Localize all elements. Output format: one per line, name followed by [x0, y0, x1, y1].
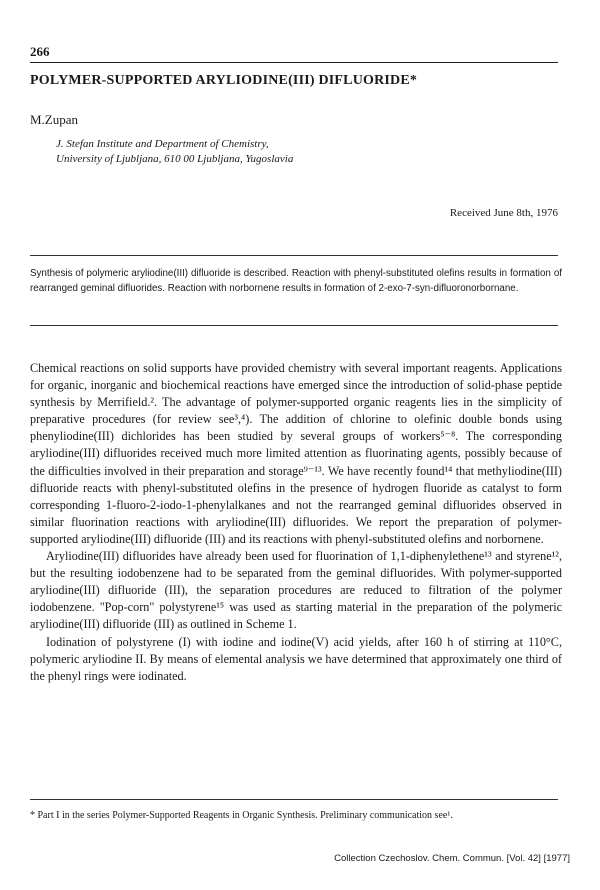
footnote-rule [30, 799, 558, 800]
affiliation-line: University of Ljubljana, 610 00 Ljubljana, Yugoslavia [56, 153, 294, 165]
body-paragraph: Chemical reactions on solid supports have provided chemistry with several important reagents. Applications for organic, inorganic and biochemical reactions have emerged since the introduction of solid-phase peptide synthesis by Merrifield.². The advantage of polymer-supported organic reagents lies in the simplicity of preparative procedures (for review see³,⁴). The addition of chlorine to olefinic double bonds using phenyliodine(III) dichlorides has been studied by several groups of workers⁵⁻⁸. The corresponding aryliodine(III) difluorides received much more limited attention as fluorinating agents, possibly because of the difficulties involved in their preparation and storage⁹⁻¹³. We have recently found¹⁴ that methyliodine(III) difluoride reacts with phenyl-substituted olefins in the presence of hydrogen fluoride as catalyst to form corresponding 1-fluoro-2-iodo-1-phenylalkanes and not the rearranged geminal difluorides observed in similar fluorination reactions with aryliodine(III) difluorides. We report the preparation of polymer-supported aryliodine(III) difluoride (III) and its reactions with phenyl-substituted olefins and norbornene. [30, 361, 562, 546]
body-paragraph: Aryliodine(III) difluorides have already been used for fluorination of 1,1-diphenylethene¹³ and styrene¹², but the resulting iodobenzene had to be separated from the geminal difluorides. With polymer-supported aryliodine(III) difluoride (III), the separation procedures are reduced to filtration of the polymer iodobenzene. "Pop-corn" polystyrene¹⁵ was used as starting material in the preparation of the polymeric aryliodine(III) difluoride (III) as outlined in Scheme 1. [30, 549, 562, 632]
received-date: Received June 8th, 1976 [449, 207, 558, 219]
abstract: Synthesis of polymeric aryliodine(III) difluoride is described. Reaction with phenyl-substituted olefins results in formation of rearranged geminal difluorides. Reaction with norbornene results in formation of 2-exo-7-syn-difluoronorbornane. [30, 268, 562, 294]
affiliation-line: J. Stefan Institute and Department of Chemistry, [56, 138, 269, 150]
header-rule [30, 62, 558, 63]
author-affiliation [56, 137, 293, 167]
abstract-rule-bottom [30, 325, 558, 326]
article-title: POLYMER-SUPPORTED ARYLIODINE(III) DIFLUORIDE* [30, 73, 418, 88]
page-number: 266 [30, 44, 50, 59]
abstract-rule-top [30, 255, 558, 256]
author-name: M.Zupan [30, 112, 79, 127]
body-paragraph: Iodination of polystyrene (I) with iodine and iodine(V) acid yields, after 160 h of stirring at 110°C, polymeric aryliodine II. By means of elemental analysis we have determined that approximately one third of the phenyl rings were iodinated. [30, 634, 562, 683]
footnote: * Part I in the series Polymer-Supported Reagents in Organic Synthesis. Preliminary communication see¹. [30, 810, 453, 821]
body-text [30, 360, 562, 685]
journal-footer: Collection Czechoslov. Chem. Commun. [Vol. 42] [1977] [334, 853, 570, 864]
